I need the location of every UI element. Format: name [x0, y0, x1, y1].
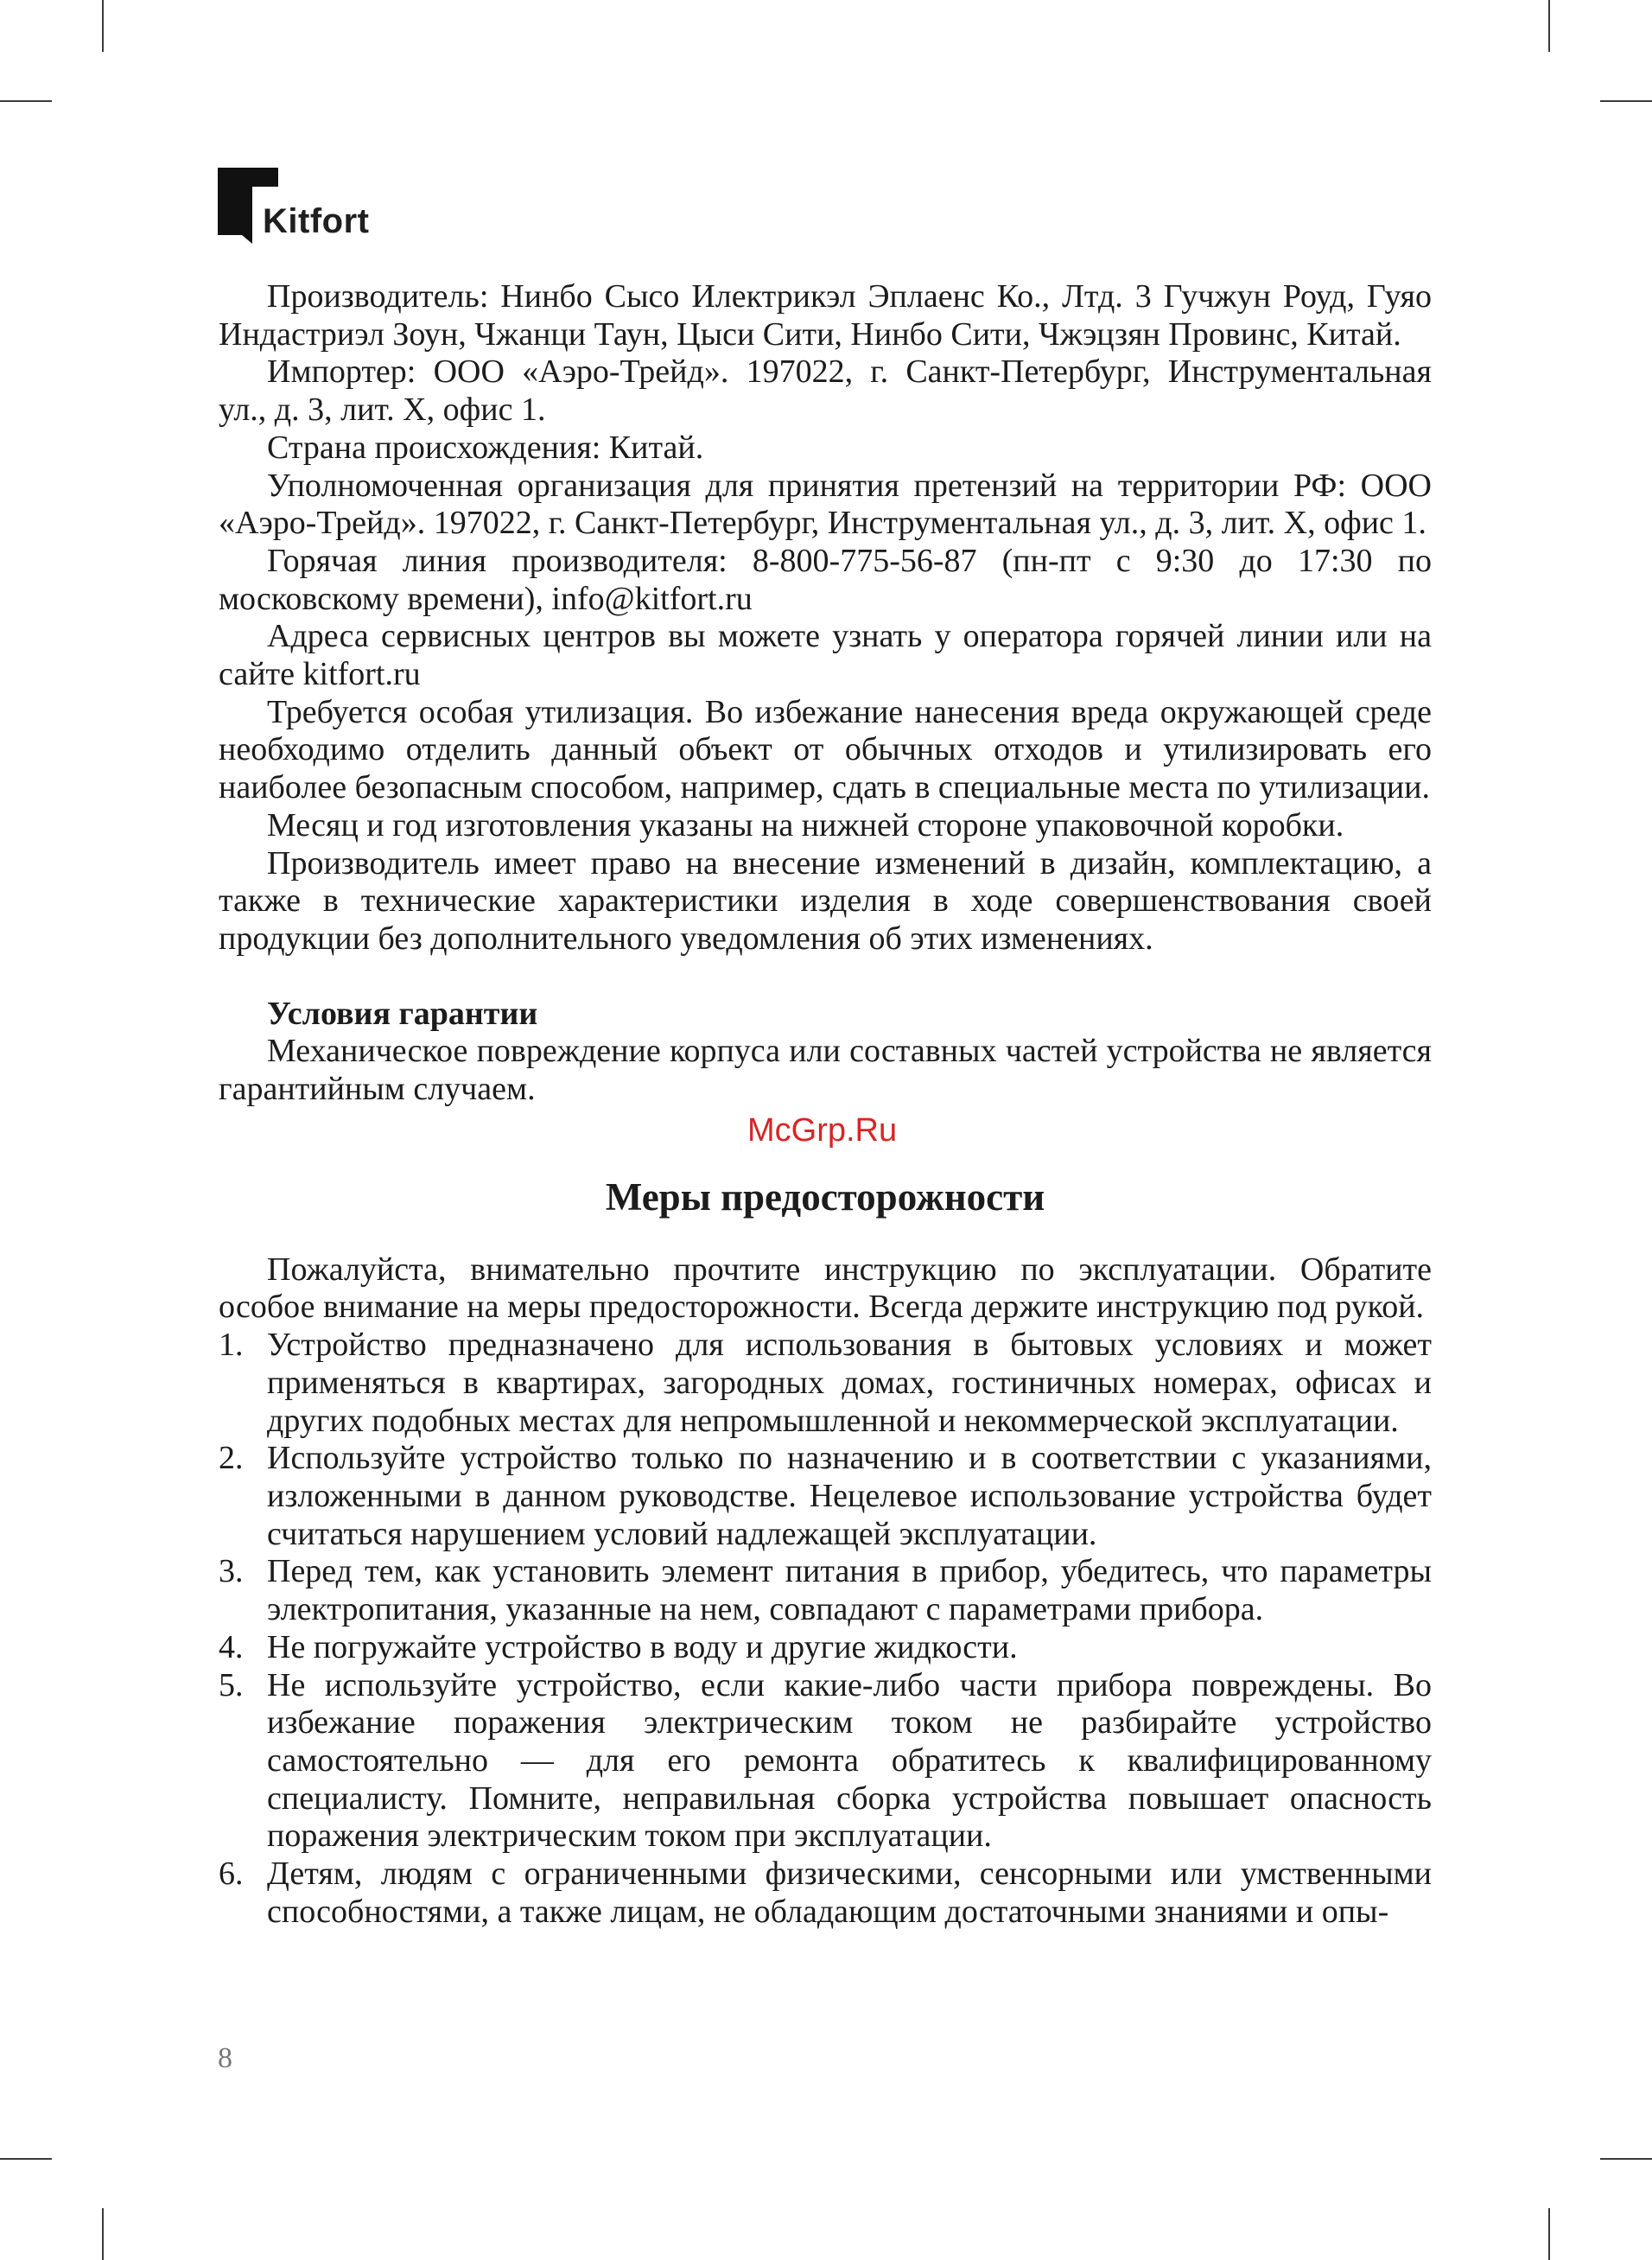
crop-mark-top-right: [1548, 0, 1550, 52]
list-item-number: 5.: [219, 1666, 244, 1703]
brand-name: Kitfort: [263, 202, 370, 240]
manufacture-date-paragraph: Месяц и год изготовления указаны на нижней стороне упаковочной коробки.: [267, 806, 1344, 844]
list-item-number: 3.: [219, 1553, 244, 1590]
warranty-paragraph: Механическое повреждение корпуса или составных частей устройства не является гарантийным случаем.: [219, 1033, 1432, 1108]
list-item-text: Устройство предназначено для использования в бытовых условиях и может применяться в квартирах, загородных домах, гостиничных номерах, офисах и других подобных местах для непромышленной и некоммерческой эксплуатации.: [267, 1327, 1432, 1439]
crop-mark-right-bottom: [1600, 2158, 1652, 2160]
page-number: 8: [218, 2042, 232, 2074]
watermark: McGrp.Ru: [747, 1112, 898, 1149]
list-item: [219, 1327, 1432, 1440]
crop-mark-right-top: [1600, 100, 1652, 102]
list-item-number: 4.: [219, 1628, 244, 1665]
disposal-paragraph: Требуется особая утилизация. Во избежание нанесения вреда окружающей среде необходимо отделить данный объект от обычных отходов и утилизировать его наиболее безопасным способом, например, сдать в специальные места по утилизации.: [219, 693, 1432, 806]
list-item: [219, 1629, 1432, 1667]
service-centers-paragraph: Адреса сервисных центров вы можете узнать у оператора горячей линии или на сайте kitfort.ru: [219, 618, 1432, 693]
list-item-number: 6.: [219, 1856, 244, 1893]
crop-mark-bottom-right: [1548, 2208, 1550, 2260]
crop-mark-bottom-left: [102, 2208, 104, 2260]
precautions-intro: Пожалуйста, внимательно прочтите инструкцию по эксплуатации. Обратите особое внимание на меры предосторожности. Всегда держите инструкцию под рукой.: [219, 1251, 1432, 1326]
list-item-text: Используйте устройство только по назначению и в соответствии с указаниями, изложенными в данном руководстве. Нецелевое использование устройства будет считаться нарушением условий надлежащей эксплуатации.: [267, 1440, 1432, 1552]
list-item-text: Детям, людям с ограниченными физическими, сенсорными или умственными способностями, а также лицам, не обладающим достаточными знаниями и опы-: [267, 1856, 1432, 1930]
list-item-number: 1.: [219, 1327, 244, 1364]
precautions-list: [219, 1327, 1432, 1931]
list-item-number: 2.: [219, 1440, 244, 1477]
importer-paragraph: Импортер: ООО «Аэро-Трейд». 197022, г. Санкт-Петербург, Инструментальная ул., д. 3, лит. Х, офис 1.: [219, 353, 1432, 429]
list-item-text: Не используйте устройство, если какие-либо части прибора повреждены. Во избежание поражения электрическим током не разбирайте устройство самостоятельно — для его ремонта обратитесь к квалифицированному специалисту. Помните, неправильная сборка устройства повышает опасность поражения электрическим током при эксплуатации.: [267, 1666, 1432, 1855]
list-item-text: Не погружайте устройство в воду и другие жидкости.: [267, 1628, 1018, 1665]
crop-mark-left-top: [0, 100, 52, 102]
hotline-paragraph: Горячая линия производителя: 8-800-775-56-87 (пн-пт с 9:30 до 17:30 по московскому времени), info@kitfort.ru: [219, 542, 1432, 617]
list-item: [219, 1856, 1432, 1931]
crop-mark-top-left: [102, 0, 104, 52]
list-item: [219, 1440, 1432, 1553]
changes-notice-paragraph: Производитель имеет право на внесение изменений в дизайн, комплектацию, а также в технические характеристики изделия в ходе совершенствования своей продукции без дополнительного уведомления об этих изменениях.: [219, 844, 1432, 957]
manufacturer-paragraph: Производитель: Нинбо Сысо Илектрикэл Эплаенс Ко., Лтд. 3 Гучжун Роуд, Гуяо Индастриэл Зоун, Чжанци Таун, Цыси Сити, Нинбо Сити, Чжэцзян Провинс, Китай.: [219, 278, 1432, 353]
warranty-heading: Условия гарантии: [267, 995, 538, 1032]
crop-mark-left-bottom: [0, 2158, 52, 2160]
origin-paragraph: Страна происхождения: Китай.: [267, 429, 704, 466]
list-item-text: Перед тем, как установить элемент питания в прибор, убедитесь, что параметры электропитания, указанные на нем, совпадают с параметрами прибора.: [267, 1553, 1432, 1628]
list-item: [219, 1553, 1432, 1628]
list-item: [219, 1667, 1432, 1856]
precautions-title: Меры предосторожности: [605, 1175, 1045, 1219]
page-content: [219, 278, 1432, 1931]
authorized-organization-paragraph: Уполномоченная организация для принятия претензий на территории РФ: ООО «Аэро-Трейд». 197022, г. Санкт-Петербург, Инструментальная ул., д. 3, лит. Х, офис 1.: [219, 467, 1432, 542]
